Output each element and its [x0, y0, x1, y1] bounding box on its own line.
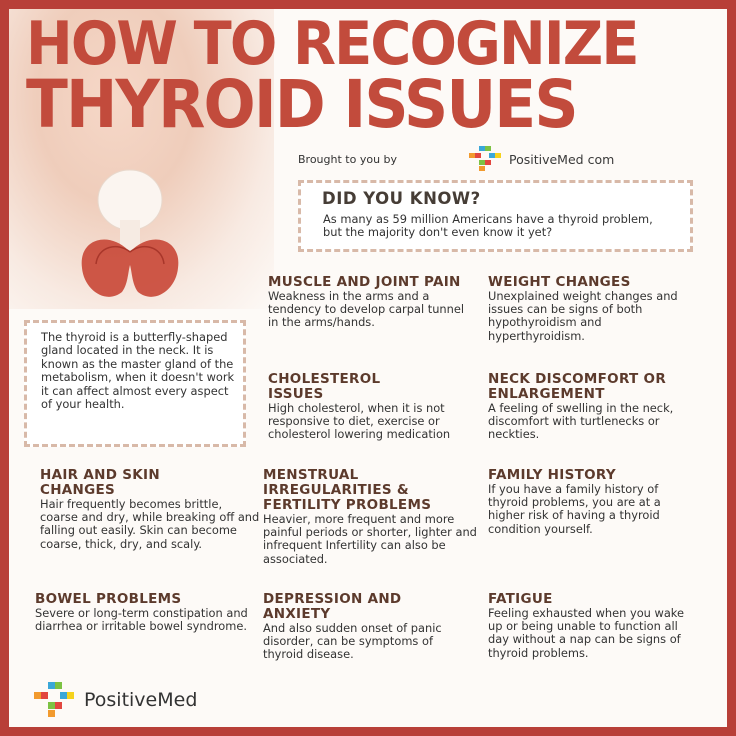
did-you-know-box [298, 180, 693, 252]
page-title-line-1: HOW TO RECOGNIZE [26, 9, 638, 79]
section-muscle-joint-pain [268, 275, 478, 330]
section-fatigue [488, 592, 698, 660]
brand-footer [32, 682, 197, 718]
section-text: Feeling exhausted when you wake up or being unable to function all day without a nap can be signs of thyroid problems. [488, 606, 684, 660]
section-heading: BOWEL PROBLEMS [35, 591, 182, 607]
section-family-history [488, 468, 698, 536]
brand-small-text: PositiveMed com [509, 151, 615, 167]
section-text: Weakness in the arms and a tendency to develop carpal tunnel in the arms/hands. [268, 289, 465, 330]
section-text: Hair frequently becomes brittle, coarse and dry, while breaking off and falling out easily. Skin can become coarse, thick, dry, and scaly. [40, 497, 260, 551]
brand-small [465, 146, 614, 172]
section-neck-discomfort [488, 372, 698, 442]
section-heading: NECK DISCOMFORT OR ENLARGEMENT [488, 371, 667, 402]
section-weight-changes [488, 275, 688, 343]
section-heading: MUSCLE AND JOINT PAIN [268, 274, 461, 290]
section-bowel-problems [35, 592, 255, 633]
positivemed-plus-logo-icon [32, 682, 76, 718]
did-you-know-heading: DID YOU KNOW? [322, 189, 481, 208]
thyroid-definition-text: The thyroid is a butterfly-shaped gland located in the neck. It is known as the master gland of the metabolism, when it doesn't work it can affect almost every aspect of your health. [41, 330, 235, 412]
section-text: And also sudden onset of panic disorder, can be symptoms of thyroid disease. [263, 621, 442, 662]
brand-footer-text: PositiveMed [84, 689, 198, 711]
section-menstrual-fertility [263, 468, 478, 566]
section-cholesterol-issues [268, 372, 478, 442]
thyroid-definition-box [24, 320, 246, 447]
section-heading: HAIR AND SKIN CHANGES [40, 467, 160, 498]
section-text: Severe or long-term constipation and diarrhea or irritable bowel syndrome. [35, 606, 248, 634]
section-hair-skin-changes [40, 468, 260, 551]
section-depression-anxiety [263, 592, 473, 662]
section-text: A feeling of swelling in the neck, discomfort with turtlenecks or neckties. [488, 401, 674, 442]
section-text: High cholesterol, when it is not responsive to diet, exercise or cholesterol lowering medication [268, 401, 451, 442]
section-heading: CHOLESTEROL ISSUES [268, 371, 381, 402]
section-heading: FAMILY HISTORY [488, 467, 616, 483]
section-text: Unexplained weight changes and issues can be signs of both hypothyroidism and hyperthyroidism. [488, 289, 678, 343]
section-heading: FATIGUE [488, 591, 553, 607]
section-text: If you have a family history of thyroid problems, you are at a higher risk of having a thyroid condition yourself. [488, 482, 661, 536]
section-heading: MENSTRUAL IRREGULARITIES & FERTILITY PROBLEMS [263, 467, 432, 513]
page-title-line-2: THYROID ISSUES [26, 66, 577, 143]
positivemed-plus-logo-icon [465, 146, 505, 172]
section-text: Heavier, more frequent and more painful periods or shorter, lighter and infrequent Infertility can also be associated. [263, 512, 477, 566]
section-heading: WEIGHT CHANGES [488, 274, 631, 290]
brought-by-label: Brought to you by [298, 153, 398, 166]
thyroid-gland-illustration [70, 160, 190, 310]
section-heading: DEPRESSION AND ANXIETY [263, 591, 402, 622]
did-you-know-text: As many as 59 million Americans have a thyroid problem, but the majority don't even know it yet? [323, 212, 653, 239]
